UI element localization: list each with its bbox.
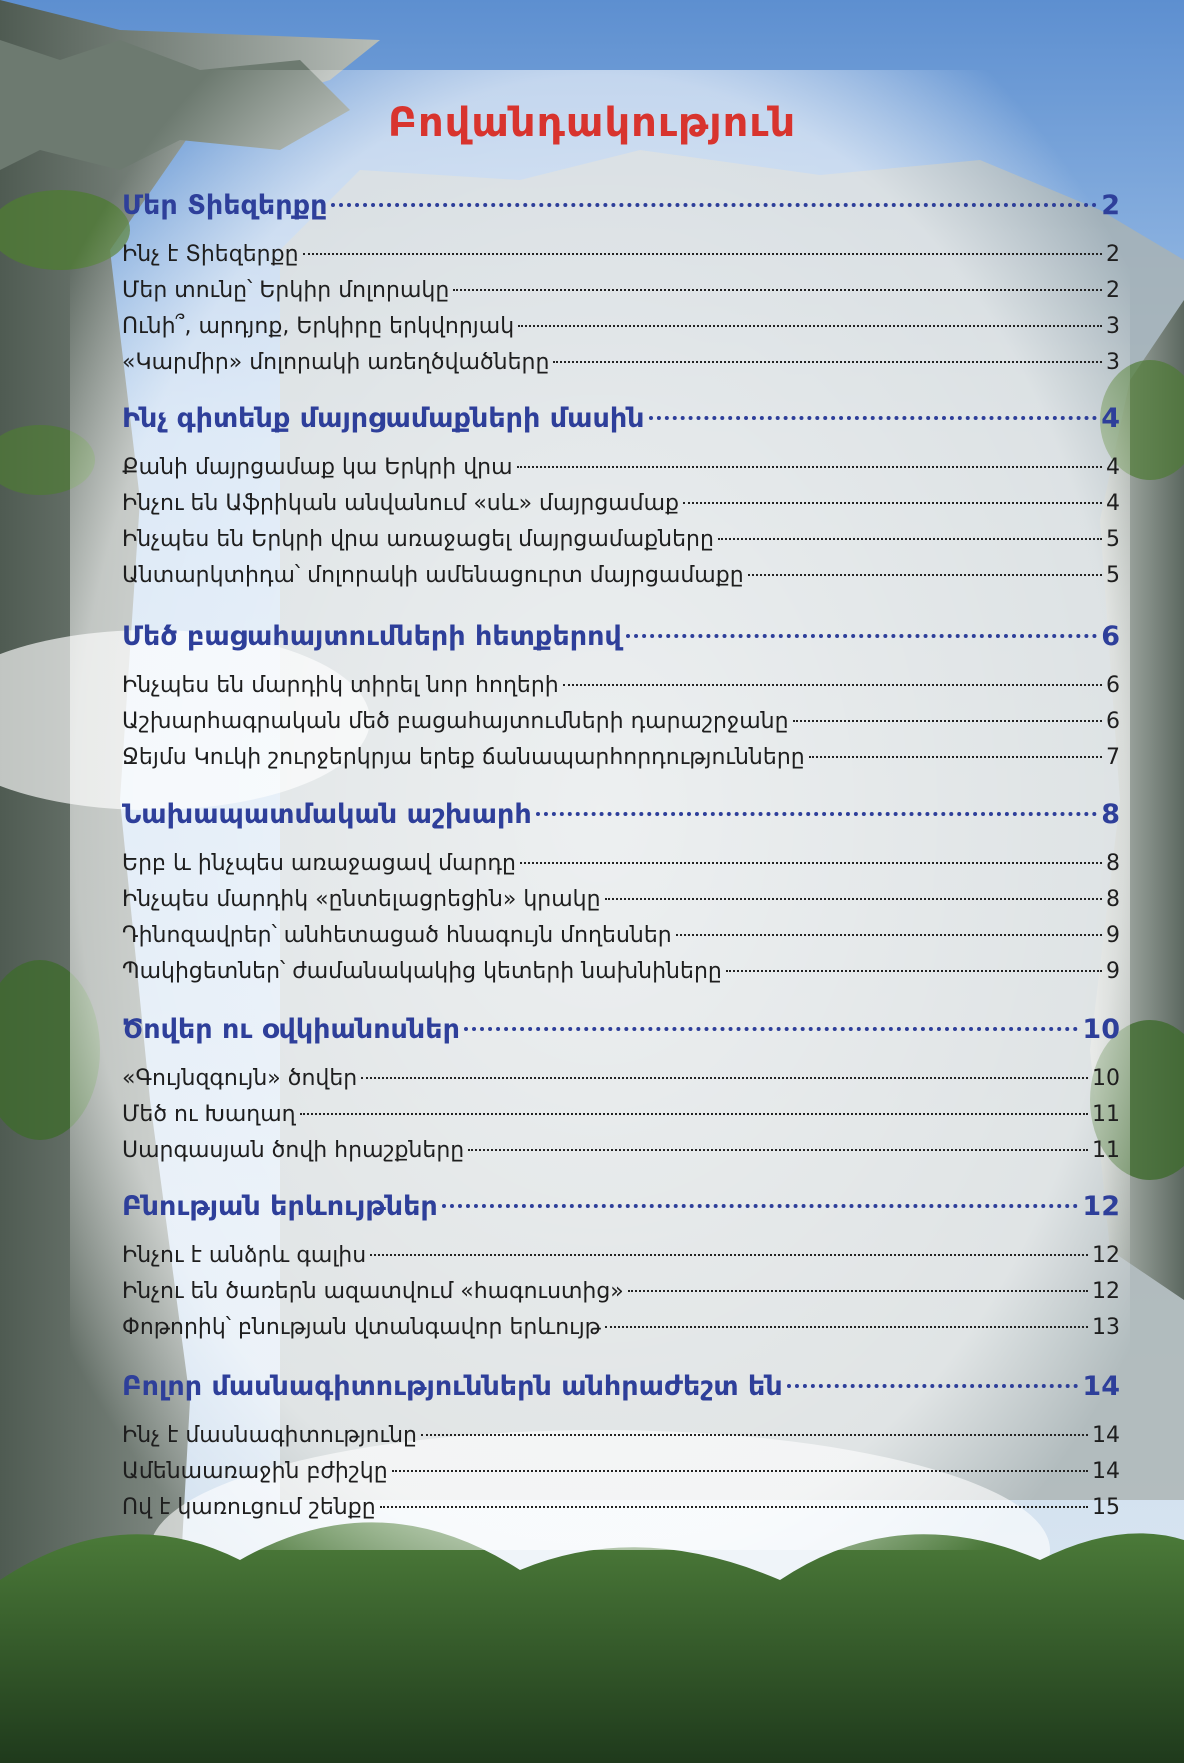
leader-dots bbox=[536, 812, 1098, 816]
page-number: 14 bbox=[1082, 1371, 1120, 1402]
leader-dots bbox=[361, 1077, 1088, 1079]
page-number: 2 bbox=[1106, 278, 1120, 303]
toc-section-heading[interactable] bbox=[122, 799, 1120, 830]
toc-section-heading[interactable] bbox=[122, 1014, 1120, 1045]
leader-dots bbox=[787, 1384, 1079, 1388]
toc-section bbox=[122, 1191, 1120, 1371]
toc-section-heading[interactable] bbox=[122, 1191, 1120, 1222]
toc-section bbox=[122, 799, 1120, 1014]
page-number: 6 bbox=[1101, 621, 1120, 652]
leader-dots bbox=[748, 574, 1102, 576]
toc-entry[interactable] bbox=[122, 242, 1120, 267]
toc-entry[interactable] bbox=[122, 745, 1120, 770]
page-number: 5 bbox=[1106, 563, 1120, 588]
leader-dots bbox=[520, 862, 1102, 864]
leader-dots bbox=[453, 289, 1102, 291]
toc-entry[interactable] bbox=[122, 959, 1120, 984]
toc-section-heading[interactable] bbox=[122, 190, 1120, 221]
entry-label: Ամենաառաջին բժիշկը bbox=[122, 1459, 388, 1484]
entry-label: Ով է կառուցում շենքը bbox=[122, 1495, 376, 1520]
leader-dots bbox=[718, 538, 1102, 540]
entry-label: Աշխարհագրական մեծ բացահայտումների դարաշրջանը bbox=[122, 709, 789, 734]
entry-label: Ինչ է մասնագիտությունը bbox=[122, 1423, 417, 1448]
leader-dots bbox=[421, 1434, 1088, 1436]
page-number: 8 bbox=[1101, 799, 1120, 830]
entry-label: Ինչպես մարդիկ «ընտելացրեցին» կրակը bbox=[122, 887, 601, 912]
toc-entry[interactable] bbox=[122, 923, 1120, 948]
toc-entry[interactable] bbox=[122, 491, 1120, 516]
entry-label: Փոթորիկ՝ բնության վտանգավոր երևույթ bbox=[122, 1315, 601, 1340]
leader-dots bbox=[563, 684, 1102, 686]
leader-dots bbox=[626, 634, 1097, 638]
page-number: 10 bbox=[1092, 1066, 1120, 1091]
leader-dots bbox=[676, 934, 1102, 936]
page-number: 4 bbox=[1101, 403, 1120, 434]
page-number: 15 bbox=[1092, 1495, 1120, 1520]
toc-entry[interactable] bbox=[122, 314, 1120, 339]
page-number: 6 bbox=[1106, 673, 1120, 698]
leader-dots bbox=[605, 1326, 1088, 1328]
page-number: 12 bbox=[1092, 1243, 1120, 1268]
page-number: 8 bbox=[1106, 887, 1120, 912]
leader-dots bbox=[303, 253, 1102, 255]
entry-label: «Գույնզգույն» ծովեր bbox=[122, 1066, 358, 1091]
toc-section bbox=[122, 621, 1120, 799]
entry-label: «Կարմիր» մոլորակի առեղծվածները bbox=[122, 350, 550, 375]
section-heading-label: Մեծ բացահայտումների հետքերով bbox=[122, 621, 622, 652]
entry-label: Դինոզավրեր՝ անհետացած հնագույն մողեսներ bbox=[122, 923, 672, 948]
section-heading-label: Մեր Տիեզերքը bbox=[122, 190, 328, 221]
toc-section bbox=[122, 1371, 1120, 1541]
page-number: 2 bbox=[1101, 190, 1120, 221]
leader-dots bbox=[517, 466, 1102, 468]
page-number: 6 bbox=[1106, 709, 1120, 734]
toc-entry[interactable] bbox=[122, 1138, 1120, 1163]
leader-dots bbox=[605, 898, 1102, 900]
page-number: 2 bbox=[1106, 242, 1120, 267]
page-number: 9 bbox=[1106, 923, 1120, 948]
entry-label: Ինչպես են մարդիկ տիրել նոր հողերի bbox=[122, 673, 559, 698]
toc-section-heading[interactable] bbox=[122, 621, 1120, 652]
entry-label: Ջեյմս Կուկի շուրջերկրյա երեք ճանապարհորդությունները bbox=[122, 745, 805, 770]
entry-label: Պակիցետներ՝ ժամանակակից կետերի նախնիները bbox=[122, 959, 722, 984]
page-number: 12 bbox=[1082, 1191, 1120, 1222]
toc-entry[interactable] bbox=[122, 1102, 1120, 1127]
toc-entry[interactable] bbox=[122, 1243, 1120, 1268]
page-number: 10 bbox=[1082, 1014, 1120, 1045]
page-number: 14 bbox=[1092, 1423, 1120, 1448]
toc-entry[interactable] bbox=[122, 455, 1120, 480]
page-title: Բովանդակություն bbox=[387, 100, 797, 146]
toc-entry[interactable] bbox=[122, 709, 1120, 734]
leader-dots bbox=[628, 1290, 1088, 1292]
toc-entry[interactable] bbox=[122, 527, 1120, 552]
table-of-contents bbox=[122, 190, 1120, 1541]
toc-entry[interactable] bbox=[122, 887, 1120, 912]
section-heading-label: Ինչ գիտենք մայրցամաքների մասին bbox=[122, 403, 645, 434]
leader-dots bbox=[809, 756, 1102, 758]
entry-label: Ինչու է անձրև գալիս bbox=[122, 1243, 367, 1268]
leader-dots bbox=[683, 502, 1102, 504]
page-number: 8 bbox=[1106, 851, 1120, 876]
toc-entry[interactable] bbox=[122, 278, 1120, 303]
leader-dots bbox=[726, 970, 1102, 972]
toc-entry[interactable] bbox=[122, 673, 1120, 698]
section-heading-label: Ծովեր ու օվկիանոսներ bbox=[122, 1014, 460, 1045]
entry-label: Մեր տունը՝ Երկիր մոլորակը bbox=[122, 278, 450, 303]
page-number: 14 bbox=[1092, 1459, 1120, 1484]
page-number: 9 bbox=[1106, 959, 1120, 984]
leader-dots bbox=[793, 720, 1102, 722]
page-number: 12 bbox=[1092, 1279, 1120, 1304]
toc-entry[interactable] bbox=[122, 1066, 1120, 1091]
entry-label: Երբ և ինչպես առաջացավ մարդը bbox=[122, 851, 516, 876]
leader-dots bbox=[442, 1204, 1079, 1208]
toc-section bbox=[122, 1014, 1120, 1191]
leader-dots bbox=[370, 1254, 1088, 1256]
entry-label: Ինչու են Աֆրիկան անվանում «սև» մայրցամաք bbox=[122, 491, 680, 516]
leader-dots bbox=[553, 361, 1102, 363]
entry-label: Ինչպես են Երկրի վրա առաջացել մայրցամաքները bbox=[122, 527, 714, 552]
page-number: 3 bbox=[1106, 314, 1120, 339]
toc-entry[interactable] bbox=[122, 1315, 1120, 1340]
toc-section-heading[interactable] bbox=[122, 403, 1120, 434]
leader-dots bbox=[300, 1113, 1088, 1115]
entry-label: Անտարկտիդա՝ մոլորակի ամենացուրտ մայրցամաքը bbox=[122, 563, 744, 588]
entry-label: Քանի մայրցամաք կա Երկրի վրա bbox=[122, 455, 513, 480]
page-number: 4 bbox=[1106, 455, 1120, 480]
page-number: 5 bbox=[1106, 527, 1120, 552]
leader-dots bbox=[649, 416, 1098, 420]
toc-entry[interactable] bbox=[122, 350, 1120, 375]
section-heading-label: Բոլոր մասնագիտություններն անհրաժեշտ են bbox=[122, 1371, 783, 1402]
toc-section-heading[interactable] bbox=[122, 1371, 1120, 1402]
toc-section bbox=[122, 403, 1120, 621]
toc-entry[interactable] bbox=[122, 1459, 1120, 1484]
toc-entry[interactable] bbox=[122, 1423, 1120, 1448]
section-heading-label: Բնության երևույթներ bbox=[122, 1191, 438, 1222]
toc-entry[interactable] bbox=[122, 1495, 1120, 1520]
toc-entry[interactable] bbox=[122, 563, 1120, 588]
leader-dots bbox=[331, 203, 1097, 207]
page-number: 11 bbox=[1092, 1102, 1120, 1127]
entry-label: Ինչ է Տիեզերքը bbox=[122, 242, 299, 267]
toc-entry[interactable] bbox=[122, 1279, 1120, 1304]
leader-dots bbox=[518, 325, 1102, 327]
entry-label: Ունի՞, արդյոք, Երկիրը երկվորյակ bbox=[122, 314, 515, 339]
page-number: 4 bbox=[1106, 491, 1120, 516]
toc-entry[interactable] bbox=[122, 851, 1120, 876]
leader-dots bbox=[392, 1470, 1088, 1472]
leader-dots bbox=[468, 1149, 1088, 1151]
leader-dots bbox=[380, 1506, 1088, 1508]
entry-label: Ինչու են ծառերն ազատվում «հագուստից» bbox=[122, 1279, 624, 1304]
entry-label: Մեծ ու Խաղաղ bbox=[122, 1102, 296, 1127]
leader-dots bbox=[464, 1027, 1079, 1031]
page-number: 13 bbox=[1092, 1315, 1120, 1340]
section-heading-label: Նախապատմական աշխարհ bbox=[122, 799, 532, 830]
page-number: 11 bbox=[1092, 1138, 1120, 1163]
entry-label: Սարգասյան ծովի հրաշքները bbox=[122, 1138, 465, 1163]
page-number: 3 bbox=[1106, 350, 1120, 375]
page-number: 7 bbox=[1106, 745, 1120, 770]
toc-section bbox=[122, 190, 1120, 403]
